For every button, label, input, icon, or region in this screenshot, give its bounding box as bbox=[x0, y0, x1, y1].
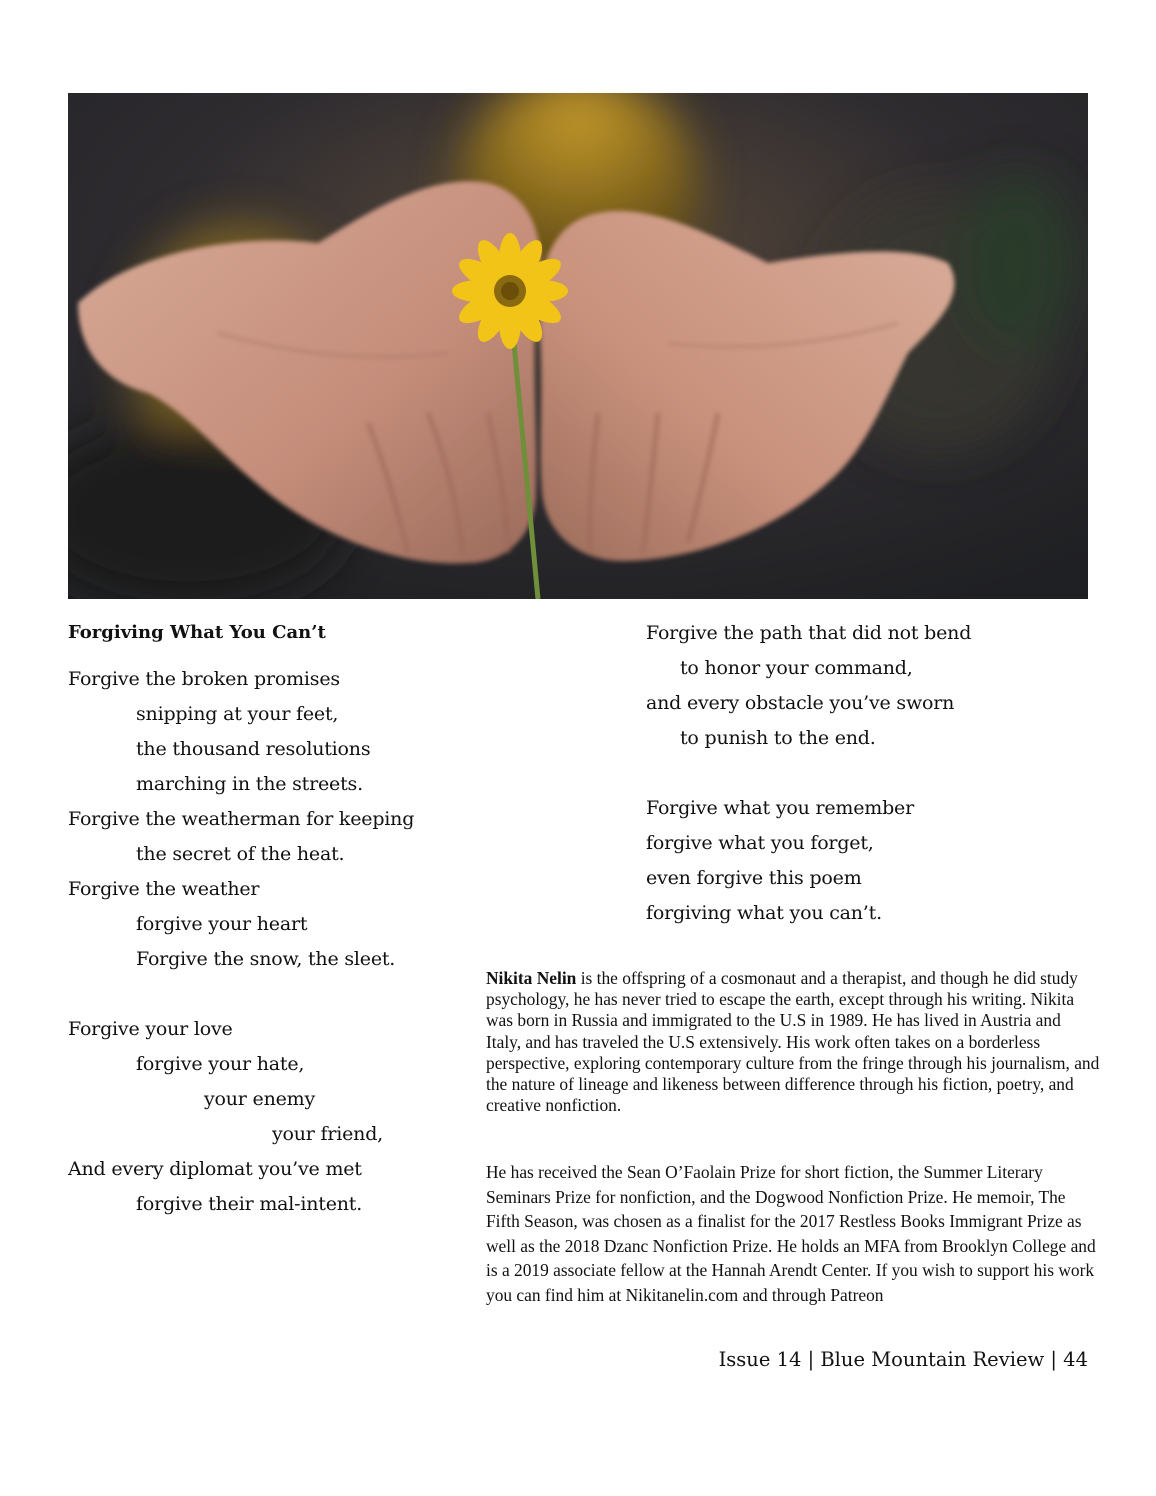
poem-line: the secret of the heat. bbox=[136, 843, 345, 865]
poem-line: marching in the streets. bbox=[136, 773, 363, 795]
poem-line: your friend, bbox=[272, 1123, 384, 1145]
author-bio-text: is the offspring of a cosmonaut and a therapist, and though he did study psychology, he has never tried to escape the earth, except through his writing. Nikita was born in Russia and immigrated to the U.S in 1989. He has lived in Austria and Italy, and has traveled the U.S extensively. His work often takes on a borderless perspective, exploring contemporary culture from the fringe through his journalism, and the nature of lineage and likeness between difference through his fiction, poetry, and creative nonfiction. bbox=[486, 968, 1100, 1116]
author-bio-paragraph bbox=[486, 968, 1100, 1116]
poem-line: And every diplomat you’ve met bbox=[68, 1158, 362, 1180]
poem-line: your enemy bbox=[204, 1088, 316, 1110]
poem-line: forgive your heart bbox=[136, 913, 308, 935]
poem-line: Forgive the snow, the sleet. bbox=[136, 948, 396, 970]
poem-line: snipping at your feet, bbox=[136, 703, 339, 725]
poem-line: Forgive the weatherman for keeping bbox=[68, 808, 415, 830]
poem-line: to punish to the end. bbox=[680, 727, 876, 749]
poem-line: and every obstacle you’ve sworn bbox=[646, 692, 955, 714]
cupped-hands-flower-illustration bbox=[68, 93, 1088, 599]
poem-line: Forgive what you remember bbox=[646, 797, 914, 819]
poem-line: Forgive the weather bbox=[68, 878, 260, 900]
author-awards-paragraph: He has received the Sean O’Faolain Prize for short fiction, the Summer Literary Seminars Prize for nonfiction, and the Dogwood Nonfiction Prize. He memoir, The Fifth Season, was chosen as a finalist for the 2017 Restless Books Immigrant Prize as well as the 2018 Dzanc Nonfiction Prize. He holds an MFA from Brooklyn College and is a 2019 associate fellow at the Hannah Arendt Center. If you wish to support his work you can find him at Nikitanelin.com and through Patreon bbox=[486, 1162, 1096, 1305]
poem-line: the thousand resolutions bbox=[136, 738, 371, 760]
poem-line: forgiving what you can’t. bbox=[646, 902, 882, 924]
poem-line: Forgive the path that did not bend bbox=[646, 622, 972, 644]
poem-title: Forgiving What You Can’t bbox=[68, 622, 326, 643]
page-footer: Issue 14 | Blue Mountain Review | 44 bbox=[718, 1348, 1088, 1371]
poem-line: forgive what you forget, bbox=[646, 832, 874, 854]
poem-line: even forgive this poem bbox=[646, 867, 862, 889]
author-name: Nikita Nelin bbox=[486, 968, 577, 988]
poem-line: forgive their mal-intent. bbox=[136, 1193, 363, 1215]
poem-line: Forgive the broken promises bbox=[68, 668, 340, 690]
poem-line: Forgive your love bbox=[68, 1018, 233, 1040]
poem-line: to honor your command, bbox=[680, 657, 913, 679]
poem-line: forgive your hate, bbox=[136, 1053, 305, 1075]
cover-photo bbox=[68, 93, 1088, 599]
